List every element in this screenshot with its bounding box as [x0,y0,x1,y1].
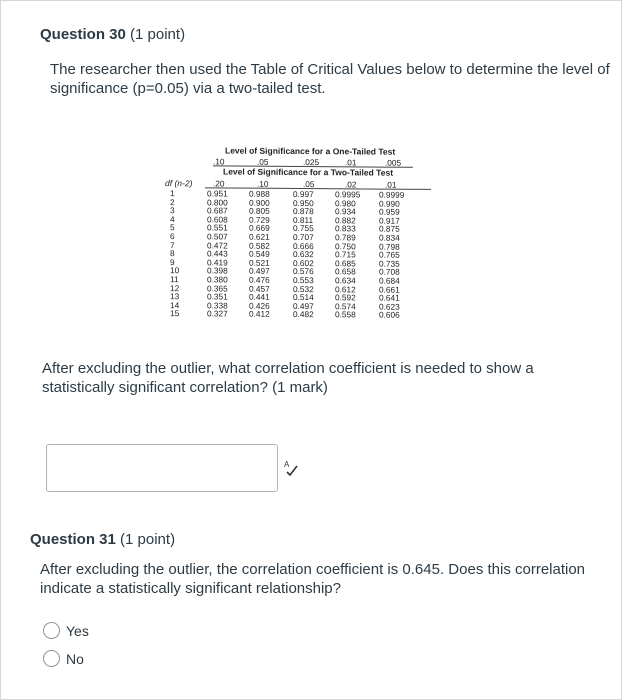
option-no-label: No [66,650,84,667]
one-tailed-title: Level of Significance for a One-Tailed Test [225,145,396,157]
table-cell: 0.608 [207,214,228,225]
intro-line-2: significance (p=0.05) via a two-tailed test. [50,80,326,97]
df-cell: 13 [170,291,180,302]
table-cell: 0.582 [249,240,270,251]
table-cell: 0.666 [293,240,314,251]
table-cell: 0.997 [293,188,314,200]
df-cell: 7 [170,239,175,250]
table-cell: 0.988 [249,188,270,199]
table-cell: 0.800 [207,196,228,208]
table-cell: 0.735 [379,258,400,269]
spellcheck-icon[interactable] [282,458,300,476]
table-cell: 0.497 [249,266,270,277]
question-31-points: (1 point) [120,531,176,548]
df-cell: 12 [170,282,180,293]
one-tailed-level: .005 [385,157,402,168]
table-cell: 0.632 [293,249,314,260]
option-no[interactable] [43,650,84,667]
table-cell: 0.669 [249,223,270,234]
table-cell: 0.558 [335,309,356,320]
table-cell: 0.574 [335,301,356,312]
table-cell: 0.521 [249,257,270,268]
table-cell: 0.798 [379,241,400,252]
table-cell: 0.805 [249,205,270,216]
table-cell: 0.811 [293,214,314,225]
table-cell: 0.365 [207,282,228,294]
radio-yes[interactable] [43,622,60,639]
table-cell: 0.457 [249,283,270,294]
table-cell: 0.729 [249,214,270,225]
table-cell: 0.507 [207,231,228,242]
option-yes-label: Yes [66,622,89,639]
two-tailed-level: .01 [385,179,397,190]
table-cell: 0.338 [207,300,228,311]
table-cell: 0.917 [379,215,400,226]
one-tailed-level: .05 [257,156,269,167]
table-cell: 0.553 [293,274,314,286]
svg-text:A: A [284,460,290,469]
df-header: df (n-2) [165,178,193,189]
table-cell: 0.497 [293,300,314,311]
table-cell: 0.708 [379,266,400,278]
table-cell: 0.612 [335,283,356,294]
option-yes[interactable] [43,622,89,639]
table-cell: 0.990 [379,198,400,209]
df-cell: 4 [170,213,175,224]
question-31-number: Question 31 [30,531,116,548]
df-cell: 1 [170,188,175,199]
table-cell: 0.476 [249,274,270,285]
table-cell: 0.980 [335,197,356,208]
q31-line-1: After excluding the outlier, the correlation coefficient is 0.645. Does this correlation [40,561,586,578]
table-cell: 0.765 [379,249,400,260]
question-30-number: Question 30 [40,26,126,43]
one-tailed-level: .01 [345,157,357,168]
table-cell: 0.833 [335,223,356,234]
table-cell: 0.549 [249,248,270,259]
table-cell: 0.875 [379,223,400,235]
question-30-intro [50,60,610,98]
table-cell: 0.621 [249,231,270,242]
q31-line-2: indicate a statistically significant relationship? [40,580,341,597]
table-cell: 0.9995 [335,189,361,200]
table-cell: 0.482 [293,309,314,320]
two-tailed-title: Level of Significance for a Two-Tailed Test [223,166,394,178]
two-tailed-level: .20 [213,178,225,189]
table-cell: 0.623 [379,301,400,312]
table-cell: 0.934 [335,206,356,217]
df-cell: 5 [170,222,175,233]
table-cell: 0.685 [335,258,356,269]
table-cell: 0.472 [207,239,228,251]
table-cell: 0.551 [207,222,228,233]
table-cell: 0.606 [379,309,400,321]
question-31-title [30,531,175,548]
table-cell: 0.834 [379,232,400,243]
question-31-prompt [40,560,585,598]
table-cell: 0.951 [207,188,228,199]
table-cell: 0.959 [379,206,400,217]
answer-input[interactable] [46,444,278,492]
table-cell: 0.634 [335,275,356,286]
table-cell: 0.419 [207,257,228,268]
two-tailed-level: .10 [257,178,269,189]
table-cell: 0.592 [335,292,356,303]
table-cell: 0.576 [293,266,314,277]
df-cell: 6 [170,231,175,242]
table-cell: 0.684 [379,275,400,286]
one-tailed-level: .10 [213,156,225,167]
df-cell: 2 [170,196,175,207]
table-cell: 0.380 [207,274,228,285]
question-30-prompt [42,359,534,397]
table-cell: 0.532 [293,283,314,294]
table-cell: 0.426 [249,300,270,311]
table-cell: 0.687 [207,205,228,216]
table-cell: 0.658 [335,266,356,277]
df-cell: 14 [170,299,180,310]
table-cell: 0.661 [379,284,400,295]
table-cell: 0.789 [335,232,356,243]
prompt-line-1: After excluding the outlier, what correlation coefficient is needed to show a [42,360,534,377]
table-cell: 0.707 [293,231,314,243]
table-cell: 0.441 [249,291,270,302]
table-cell: 0.750 [335,240,356,251]
two-tailed-level: .05 [303,179,315,190]
question-30-points: (1 point) [130,26,186,43]
question-30-title [40,26,185,43]
intro-line-1: The researcher then used the Table of Critical Values below to determine the level of [50,61,610,78]
table-cell: 0.412 [249,309,270,320]
table-cell: 0.443 [207,248,228,259]
table-cell: 0.641 [379,292,400,303]
one-tailed-level: .025 [303,157,320,168]
table-cell: 0.882 [335,215,356,226]
radio-no[interactable] [43,650,60,667]
table-cell: 0.327 [207,308,228,319]
df-cell: 9 [170,256,175,267]
df-cell: 11 [170,274,179,285]
table-cell: 0.950 [293,197,314,208]
table-cell: 0.878 [293,206,314,217]
table-cell: 0.514 [293,292,314,303]
table-cell: 0.351 [207,291,228,302]
table-cell: 0.900 [249,197,270,208]
table-cell: 0.9999 [379,189,405,200]
two-tailed-level: .02 [345,179,357,190]
df-cell: 15 [170,308,180,319]
table-cell: 0.398 [207,265,228,276]
table-cell: 0.602 [293,257,314,268]
table-cell: 0.715 [335,249,356,260]
df-cell: 10 [170,265,180,276]
df-cell: 8 [170,248,175,259]
table-cell: 0.755 [293,223,314,234]
df-cell: 3 [170,205,175,216]
prompt-line-2: statistically significant correlation? (1 mark) [42,379,328,396]
